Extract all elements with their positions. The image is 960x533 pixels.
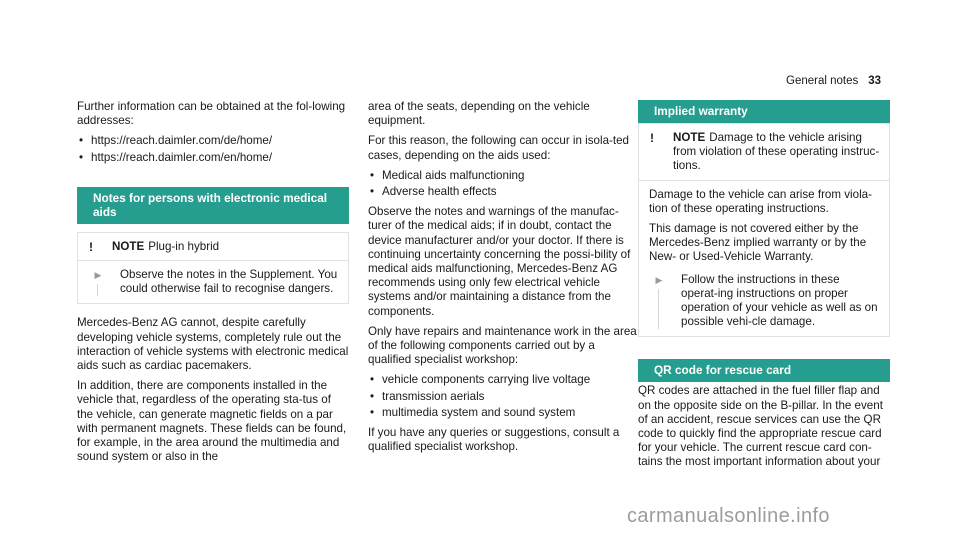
components-list [368,373,640,420]
paragraph-pacemakers: Mercedes-Benz AG cannot, despite carefully developing vehicle systems, completely rule out the interaction of vehicle systems with electronic medical aids such as cardiac pacemakers. [77,316,349,373]
instruction-bar [658,289,659,330]
address-link-en[interactable]: • https://reach.daimler.com/en/home/ [77,151,349,165]
note-label: NOTE [673,131,706,144]
qr-code-paragraph: QR codes are attached in the fuel filler flap and on the opposite side on the B-pillar. In the event of an accident, rescue services can use the QR code to quickly find the appropriate rescue card for your vehicle. The current rescue card con-tains the most important information about your [638,384,883,469]
list-item: • Adverse health effects [368,185,640,199]
column-left [77,100,349,470]
paragraph-repairs: Only have repairs and maintenance work in the area of the following components carried out by a qualified specialist workshop: [368,324,637,367]
intro-paragraph: Further information can be obtained at the fol-lowing addresses: [77,100,346,128]
list-item: • transmission aerials [368,390,640,404]
note-header [78,233,348,260]
address-link-de[interactable]: • https://reach.daimler.com/de/home/ [77,134,349,148]
list-item: • Medical aids malfunctioning [368,169,640,183]
instruction-row [88,268,338,296]
instruction-arrow-icon: ▶ [94,270,102,281]
qr-code-heading: QR code for rescue card [638,359,890,382]
warning-icon: ! [84,240,98,254]
instruction-text: Follow the instructions in these operat-ing instructions on proper operation of your vehicle as well as on possible vehi-cle damage. [681,272,878,329]
page-header [786,75,881,87]
instruction-text: Observe the notes in the Supplement. You could otherwise fail to recognise dangers. [120,268,338,296]
note-body-paragraph: This damage is not covered either by the Mercedes-Benz implied warranty or by the New- or Used-Vehicle Warranty. [649,222,867,264]
instruction-row [649,273,879,330]
effects-list [368,169,640,199]
medical-aids-heading: Notes for persons with electronic medical aids [77,187,349,224]
paragraph-magnetic-fields: In addition, there are components installed in the vehicle that, regardless of the operating sta-tus of the vehicle, can generate magnetic fields on a par with permanent magnets. These fields can be found, for example, in the area around the multimedia and sound system or also in the [77,379,347,464]
paragraph-reason: For this reason, the following can occur in isola-ted cases, depending on the aids used: [368,134,629,162]
warranty-note [638,123,890,337]
note-body [78,260,348,303]
plugin-hybrid-note [77,232,349,305]
paragraph-queries: If you have any queries or suggestions, consult a qualified specialist workshop. [368,426,620,454]
list-item: • multimedia system and sound system [368,406,640,420]
paragraph-seats: area of the seats, depending on the vehicle equipment. [368,100,590,128]
column-middle [368,100,640,460]
note-body-paragraph: Damage to the vehicle can arise from viola-tion of these operating instructions. [649,187,872,215]
column-right [638,100,890,476]
note-label: NOTE [112,239,145,253]
section-title: General notes [786,75,859,87]
note-header [639,124,889,180]
watermark: carmanualsonline.info [627,505,830,527]
instruction-arrow-icon: ▶ [655,274,663,285]
address-list [77,134,349,164]
note-text: Damage to the vehicle arising from violation of these operating instruc-tions. [673,131,880,173]
instruction-bar [97,284,98,296]
page-number: 33 [868,75,882,87]
list-item: • vehicle components carrying live voltage [368,373,640,387]
warning-icon: ! [645,131,659,145]
warranty-heading: Implied warranty [638,100,890,123]
paragraph-manufacturer: Observe the notes and warnings of the manufac-turer of the medical aids; if in doubt, contact the device manufacturer and/or your doctor. If there is continuing uncertainty concerning the possi-bility of medical aids malfunctioning, Mercedes-Benz AG recommends using only few electrical vehicle systems and/or maintaining a distance from the components. [368,205,631,318]
note-body [639,180,889,337]
note-text: Plug-in hybrid [148,239,220,253]
